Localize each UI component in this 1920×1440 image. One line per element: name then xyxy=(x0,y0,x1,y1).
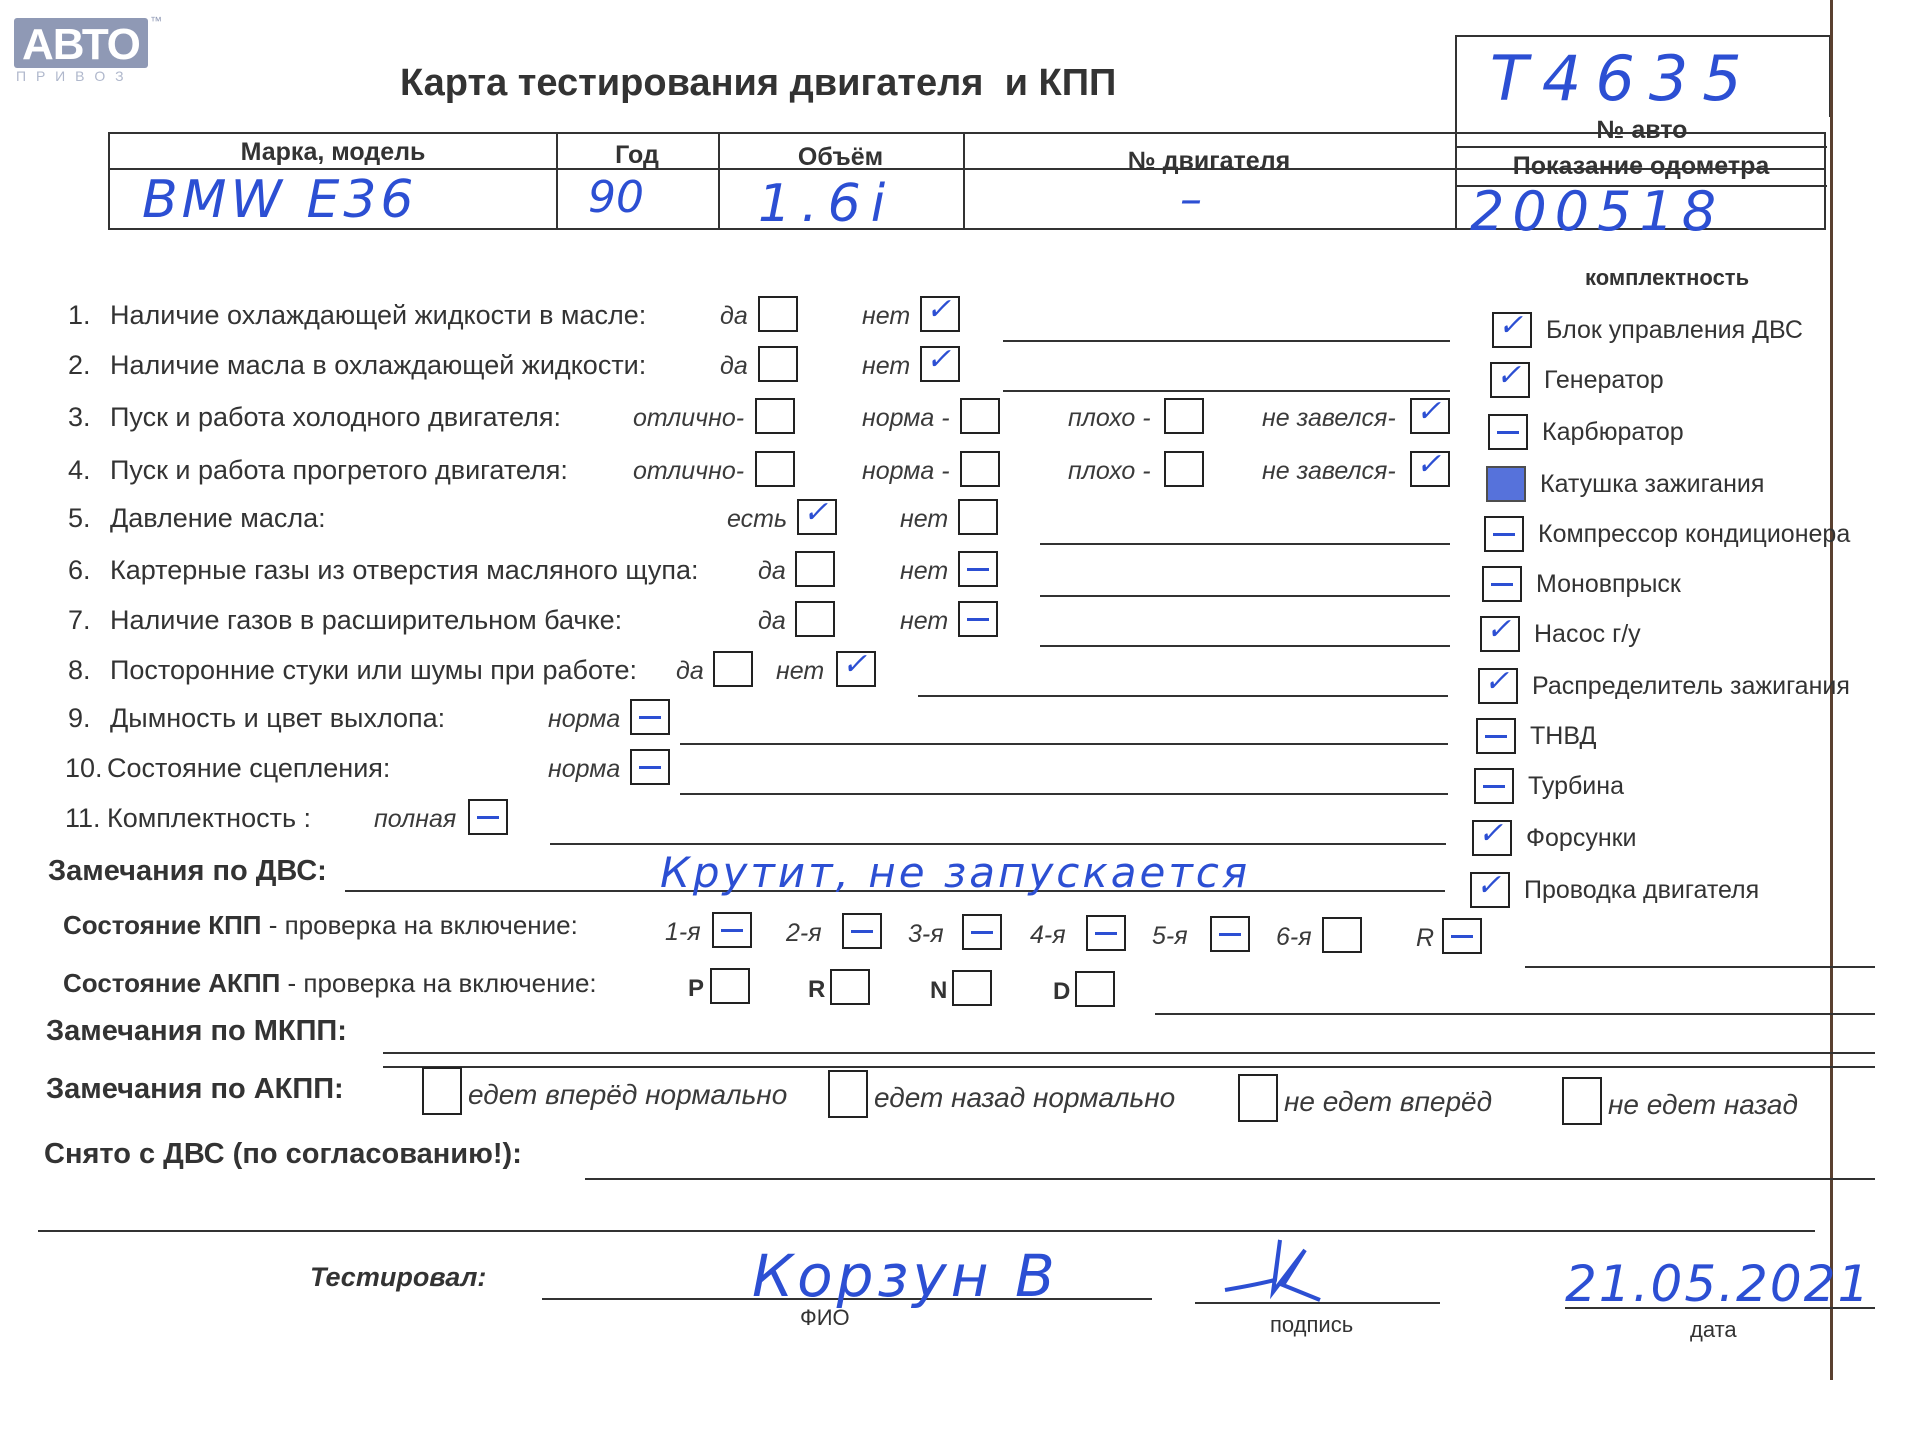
kit-checkbox[interactable] xyxy=(1482,566,1522,602)
check-option-box[interactable] xyxy=(1410,395,1450,434)
answer-line xyxy=(1003,340,1450,342)
check-option-box[interactable] xyxy=(958,499,998,535)
check-option-box[interactable] xyxy=(758,296,798,332)
check-option-label: да xyxy=(676,657,704,685)
check-question: Дымность и цвет выхлопа: xyxy=(110,703,446,733)
kit-checkbox[interactable] xyxy=(1476,718,1516,754)
dash-mark xyxy=(967,618,989,621)
gear-label: 4-я xyxy=(1030,921,1066,949)
gear-label: 1-я xyxy=(665,918,701,946)
auto-mode-label: N xyxy=(930,977,948,1004)
auto-remark-checkbox[interactable] xyxy=(828,1070,868,1118)
date-value: 21.05.2021 xyxy=(1565,1255,1872,1313)
check-mark: ✓ xyxy=(842,648,868,681)
check-option-label: отлично- xyxy=(633,457,745,485)
check-question: Картерные газы из отверстия масляного щупа: xyxy=(110,555,699,585)
engine-number-value: – xyxy=(1180,174,1202,225)
gear-checkbox[interactable] xyxy=(712,912,752,948)
gear-label: 3-я xyxy=(908,920,944,948)
auto-number-header: № авто xyxy=(1596,116,1688,144)
check-mark: ✓ xyxy=(1478,817,1504,850)
year-value: 90 xyxy=(588,172,644,223)
tested-label: Тестировал: xyxy=(310,1262,487,1292)
check-option-box[interactable] xyxy=(713,651,753,687)
check-mark: ✓ xyxy=(1496,359,1522,392)
signature xyxy=(1215,1230,1335,1310)
dash-mark xyxy=(1497,431,1519,434)
dash-mark xyxy=(477,816,499,819)
check-mark: ✓ xyxy=(926,293,952,326)
check-option-label: да xyxy=(720,302,748,330)
check-option-label: норма - xyxy=(862,404,950,432)
odometer-value: 200518 xyxy=(1470,180,1725,243)
check-option-label: норма xyxy=(548,705,621,733)
gearbox-manual-sub: - проверка на включение: xyxy=(261,910,578,940)
auto-remark-label: едет вперёд нормально xyxy=(468,1079,788,1110)
auto-mode-checkbox[interactable] xyxy=(952,970,992,1006)
gear-label: 6-я xyxy=(1276,923,1312,951)
check-option-label: плохо - xyxy=(1068,457,1151,485)
answer-line xyxy=(1003,390,1450,392)
check-number: 10. xyxy=(65,753,103,783)
check-mark: ✓ xyxy=(1484,665,1510,698)
gearbox-manual-label xyxy=(63,910,578,941)
check-option-label: норма - xyxy=(862,457,950,485)
kit-item-label: Карбюратор xyxy=(1542,418,1684,446)
make-value: BMW E36 xyxy=(142,170,418,230)
check-option-box[interactable] xyxy=(755,398,795,434)
check-option-label: нет xyxy=(862,302,911,330)
check-mark: ✓ xyxy=(1416,448,1442,481)
check-question: Пуск и работа прогретого двигателя: xyxy=(110,455,568,485)
check-mark: ✓ xyxy=(803,496,829,529)
kit-checkbox[interactable] xyxy=(1478,665,1518,704)
dash-mark xyxy=(1491,583,1513,586)
kit-checkbox[interactable] xyxy=(1492,309,1532,348)
kit-item-label: Турбина xyxy=(1528,772,1624,800)
logo xyxy=(14,18,148,68)
gearbox-auto-label xyxy=(63,968,597,999)
check-option-box[interactable] xyxy=(630,749,670,785)
check-question: Наличие газов в расширительном бачке: xyxy=(110,605,623,635)
check-option-box[interactable] xyxy=(758,346,798,382)
auto-mode-label: P xyxy=(688,975,705,1002)
col-make-header: Марка, модель xyxy=(240,138,426,166)
check-option-box[interactable] xyxy=(755,451,795,487)
check-number: 6. xyxy=(68,555,91,585)
dash-mark xyxy=(721,929,743,932)
check-number: 8. xyxy=(68,655,91,685)
gear-checkbox[interactable] xyxy=(842,913,882,949)
dash-mark xyxy=(639,766,661,769)
check-option-label: нет xyxy=(900,607,949,635)
kit-item-label: Блок управления ДВС xyxy=(1546,316,1803,344)
check-option-box[interactable] xyxy=(795,551,835,587)
check-option-box[interactable] xyxy=(836,648,876,687)
gear-checkbox[interactable] xyxy=(1086,915,1126,951)
logo-tm: ™ xyxy=(150,14,162,28)
col-odometer-header: Показание одометра xyxy=(1512,152,1770,180)
check-option-box[interactable] xyxy=(468,799,508,835)
dash-mark xyxy=(1483,785,1505,788)
auto-remark-label: не едет назад xyxy=(1608,1089,1798,1120)
check-option-box[interactable] xyxy=(920,293,960,332)
auto-mode-checkbox[interactable] xyxy=(710,968,750,1004)
gearbox-manual-title: Состояние КПП xyxy=(63,910,262,940)
kit-item-label: Генератор xyxy=(1544,366,1664,394)
kit-item-label: Насос г/у xyxy=(1534,620,1641,648)
check-option-label: да xyxy=(758,607,786,635)
tester-name-value: Корзун В xyxy=(752,1242,1059,1310)
answer-line xyxy=(1040,543,1450,545)
check-option-box[interactable] xyxy=(630,699,670,735)
gear-label: 2-я xyxy=(786,919,822,947)
auto-number-value: Т4635 xyxy=(1490,42,1756,115)
check-option-box[interactable] xyxy=(960,398,1000,434)
check-option-label: полная xyxy=(374,805,457,833)
check-mark: ✓ xyxy=(1486,613,1512,646)
check-option-label: да xyxy=(720,352,748,380)
kit-item-label: Моновпрыск xyxy=(1536,570,1681,598)
check-option-box[interactable] xyxy=(797,496,837,535)
check-number: 1. xyxy=(68,300,91,330)
check-number: 9. xyxy=(68,703,91,733)
dash-mark xyxy=(971,931,993,934)
check-mark: ✓ xyxy=(1476,869,1502,902)
remarks-engine-label: Замечания по ДВС: xyxy=(48,855,327,887)
volume-value: 1.6i xyxy=(758,174,896,234)
kit-checkbox[interactable] xyxy=(1474,768,1514,804)
check-question: Наличие масла в охлаждающей жидкости: xyxy=(110,350,647,380)
gear-checkbox[interactable] xyxy=(1210,916,1250,952)
check-number: 5. xyxy=(68,503,91,533)
auto-remark-checkbox[interactable] xyxy=(422,1067,462,1115)
col-engine-header: № двигателя xyxy=(1127,147,1291,175)
kit-item-label: ТНВД xyxy=(1530,722,1597,750)
dash-mark xyxy=(1493,533,1515,536)
dash-mark xyxy=(1219,933,1241,936)
check-option-box[interactable] xyxy=(960,451,1000,487)
check-question: Посторонние стуки или шумы при работе: xyxy=(110,655,637,685)
check-option-label: не завелся- xyxy=(1262,404,1396,432)
check-option-label: есть xyxy=(727,505,788,533)
kit-checkbox[interactable] xyxy=(1490,359,1530,398)
dash-mark xyxy=(639,716,661,719)
kit-item-label: Катушка зажигания xyxy=(1540,470,1765,498)
check-question: Состояние сцепления: xyxy=(107,753,391,783)
check-option-label: нет xyxy=(776,657,825,685)
check-option-box[interactable] xyxy=(1410,448,1450,487)
answer-line xyxy=(550,843,1446,845)
answer-line xyxy=(680,793,1448,795)
check-mark: ✓ xyxy=(1416,395,1442,428)
gear-label: R xyxy=(1416,924,1435,952)
auto-remark-checkbox[interactable] xyxy=(1562,1077,1602,1125)
kit-checkbox[interactable] xyxy=(1484,516,1524,552)
col-year-header: Год xyxy=(615,141,659,169)
name-caption: ФИО xyxy=(800,1305,850,1330)
gear-label: 5-я xyxy=(1152,922,1188,950)
check-option-label: нет xyxy=(900,505,949,533)
check-question: Пуск и работа холодного двигателя: xyxy=(110,402,561,432)
check-option-box[interactable] xyxy=(958,551,998,587)
kit-checkbox[interactable] xyxy=(1480,613,1520,652)
dash-mark xyxy=(1485,735,1507,738)
kit-item-label: Проводка двигателя xyxy=(1524,876,1760,904)
auto-remark-label: едет назад нормально xyxy=(874,1082,1176,1113)
gear-checkbox[interactable] xyxy=(1322,917,1362,953)
col-volume-header: Объём xyxy=(797,143,884,171)
check-mark: ✓ xyxy=(926,343,952,376)
check-option-label: отлично- xyxy=(633,404,745,432)
kit-checkbox[interactable] xyxy=(1470,869,1510,908)
gear-checkbox[interactable] xyxy=(962,914,1002,950)
dash-mark xyxy=(1451,935,1473,938)
check-number: 4. xyxy=(68,455,91,485)
dash-mark xyxy=(851,930,873,933)
check-question: Комплектность : xyxy=(107,803,312,833)
gear-checkbox[interactable] xyxy=(1442,918,1482,954)
gearbox-auto-title: Состояние АКПП xyxy=(63,968,281,998)
check-option-label: плохо - xyxy=(1068,404,1151,432)
logo-text: АВТО xyxy=(22,20,140,69)
gearbox-auto-sub: - проверка на включение: xyxy=(280,968,597,998)
answer-line xyxy=(680,743,1448,745)
check-option-label: да xyxy=(758,557,786,585)
check-option-box[interactable] xyxy=(1164,451,1204,487)
check-mark: ✓ xyxy=(1498,309,1524,342)
check-option-box[interactable] xyxy=(795,601,835,637)
remarks-auto-label: Замечания по АКПП: xyxy=(46,1073,344,1105)
kit-title: комплектность xyxy=(1585,265,1750,290)
check-option-label: не завелся- xyxy=(1262,457,1396,485)
logo-subtext: П Р И В О З xyxy=(16,68,127,84)
auto-mode-label: D xyxy=(1053,978,1071,1005)
answer-line xyxy=(1040,595,1450,597)
check-question: Наличие охлаждающей жидкости в масле: xyxy=(110,300,647,330)
answer-line xyxy=(1040,645,1450,647)
date-caption: дата xyxy=(1690,1317,1737,1342)
kit-item-label: Распределитель зажигания xyxy=(1532,672,1850,700)
check-question: Давление масла: xyxy=(110,503,326,533)
kit-item-label: Компрессор кондиционера xyxy=(1538,520,1851,548)
answer-line xyxy=(918,695,1448,697)
auto-remark-checkbox[interactable] xyxy=(1238,1074,1278,1122)
kit-checkbox[interactable] xyxy=(1472,817,1512,856)
page-title: Карта тестирования двигателя и КПП xyxy=(400,62,1117,104)
auto-remark-label: не едет вперёд xyxy=(1284,1086,1493,1117)
check-number: 7. xyxy=(68,605,91,635)
remarks-manual-label: Замечания по МКПП: xyxy=(46,1015,347,1047)
auto-mode-label: R xyxy=(808,976,826,1003)
auto-mode-checkbox[interactable] xyxy=(830,969,870,1005)
signature-caption: подпись xyxy=(1270,1312,1354,1337)
kit-item-label: Форсунки xyxy=(1526,824,1637,852)
kit-checkbox[interactable] xyxy=(1488,414,1528,450)
check-number: 11. xyxy=(65,803,101,833)
check-option-box[interactable] xyxy=(920,343,960,382)
kit-checkbox[interactable] xyxy=(1486,466,1526,502)
check-option-box[interactable] xyxy=(1164,398,1204,434)
check-number: 2. xyxy=(68,350,91,380)
removed-label: Снято с ДВС (по согласованию!): xyxy=(44,1138,522,1170)
check-option-label: норма xyxy=(548,755,621,783)
dash-mark xyxy=(1095,932,1117,935)
check-option-label: нет xyxy=(900,557,949,585)
auto-mode-checkbox[interactable] xyxy=(1075,971,1115,1007)
dash-mark xyxy=(967,568,989,571)
remarks-engine-value[interactable]: Крутит, не запускается xyxy=(660,848,1251,897)
check-number: 3. xyxy=(68,402,91,432)
check-option-label: нет xyxy=(862,352,911,380)
check-option-box[interactable] xyxy=(958,601,998,637)
